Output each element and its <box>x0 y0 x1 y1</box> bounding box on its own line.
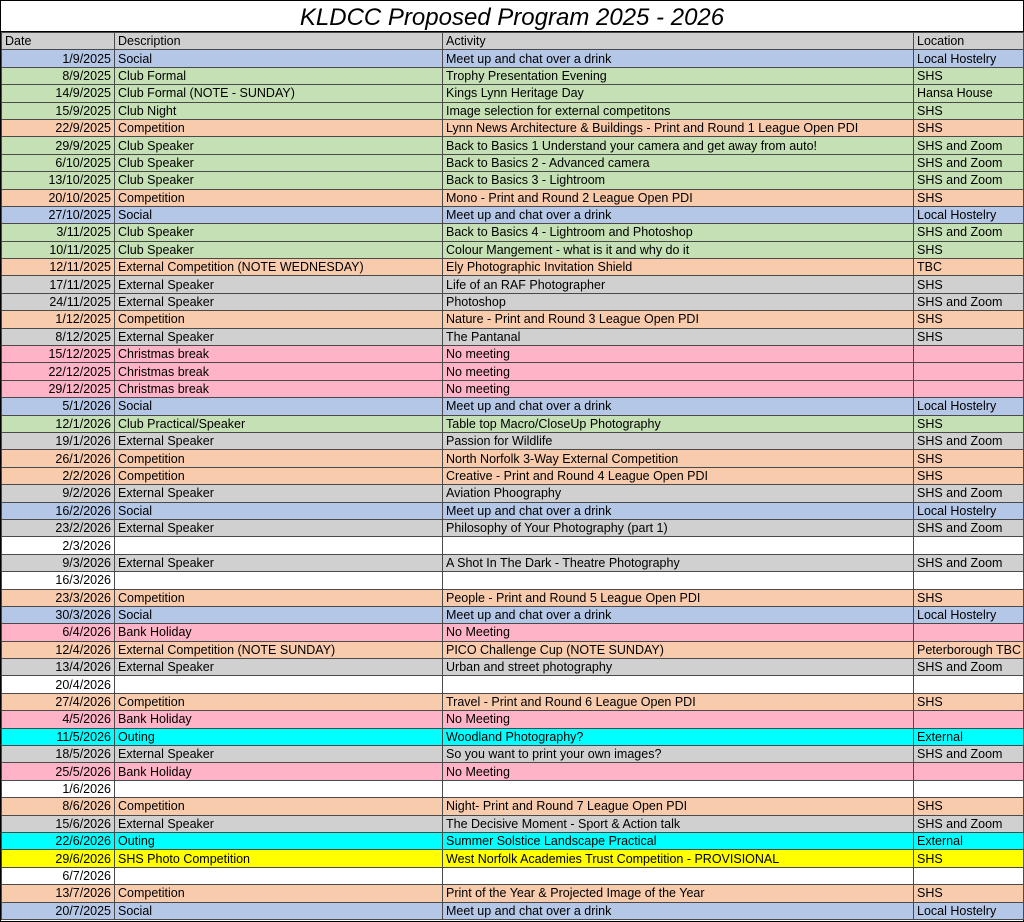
date-cell[interactable]: 6/7/2026 <box>2 867 115 884</box>
date-cell[interactable]: 20/10/2025 <box>2 189 115 206</box>
table-row <box>2 832 1024 849</box>
location-cell[interactable] <box>914 363 1024 380</box>
table-row <box>2 67 1024 84</box>
table-row <box>2 189 1024 206</box>
date-cell[interactable]: 23/2/2026 <box>2 519 115 536</box>
table-row <box>2 293 1024 310</box>
location-cell[interactable]: Local Hostelry <box>914 398 1024 415</box>
description-cell[interactable]: External Speaker <box>115 328 443 345</box>
date-cell[interactable]: 9/3/2026 <box>2 554 115 571</box>
activity-cell[interactable]: Philosophy of Your Photography (part 1) <box>443 519 914 536</box>
date-cell[interactable]: 11/5/2026 <box>2 728 115 745</box>
activity-cell[interactable]: Night- Print and Round 7 League Open PDI <box>443 798 914 815</box>
location-cell[interactable]: SHS <box>914 450 1024 467</box>
date-cell[interactable]: 1/12/2025 <box>2 311 115 328</box>
table-row <box>2 137 1024 154</box>
location-cell[interactable] <box>914 572 1024 589</box>
location-cell[interactable]: SHS <box>914 102 1024 119</box>
date-cell[interactable]: 1/9/2025 <box>2 50 115 67</box>
date-cell[interactable]: 29/12/2025 <box>2 380 115 397</box>
location-cell[interactable]: SHS and Zoom <box>914 137 1024 154</box>
location-cell[interactable]: Local Hostelry <box>914 206 1024 223</box>
table-row <box>2 606 1024 623</box>
location-cell[interactable]: SHS <box>914 798 1024 815</box>
description-cell[interactable]: External Speaker <box>115 746 443 763</box>
activity-cell[interactable]: So you want to print your own images? <box>443 746 914 763</box>
table-row <box>2 902 1024 919</box>
table-row <box>2 346 1024 363</box>
activity-cell[interactable]: Meet up and chat over a drink <box>443 606 914 623</box>
activity-cell[interactable]: No meeting <box>443 363 914 380</box>
location-cell[interactable]: SHS and Zoom <box>914 432 1024 449</box>
location-cell[interactable]: Hansa House <box>914 85 1024 102</box>
location-cell[interactable]: SHS and Zoom <box>914 554 1024 571</box>
description-cell[interactable]: Competition <box>115 189 443 206</box>
date-cell[interactable]: 20/7/2025 <box>2 902 115 919</box>
activity-cell[interactable]: The Decisive Moment - Sport & Action talk <box>443 815 914 832</box>
activity-cell[interactable]: Meet up and chat over a drink <box>443 50 914 67</box>
table-row <box>2 589 1024 606</box>
activity-cell[interactable] <box>443 572 914 589</box>
activity-cell[interactable]: No Meeting <box>443 711 914 728</box>
date-cell[interactable]: 13/10/2025 <box>2 172 115 189</box>
table-row <box>2 572 1024 589</box>
location-cell[interactable]: SHS <box>914 589 1024 606</box>
date-cell[interactable]: 22/6/2026 <box>2 832 115 849</box>
header-row <box>2 33 1024 50</box>
date-cell[interactable]: 29/9/2025 <box>2 137 115 154</box>
table-row <box>2 780 1024 797</box>
table-row <box>2 537 1024 554</box>
date-cell[interactable]: 13/4/2026 <box>2 659 115 676</box>
activity-cell[interactable]: West Norfolk Academies Trust Competition - PROVISIONAL <box>443 850 914 867</box>
description-cell[interactable]: Social <box>115 606 443 623</box>
description-cell[interactable]: SHS Photo Competition <box>115 850 443 867</box>
date-cell[interactable]: 6/10/2025 <box>2 154 115 171</box>
table-row <box>2 798 1024 815</box>
date-cell[interactable]: 8/9/2025 <box>2 67 115 84</box>
date-cell[interactable]: 27/4/2026 <box>2 693 115 710</box>
date-cell[interactable]: 3/11/2025 <box>2 224 115 241</box>
date-cell[interactable]: 15/12/2025 <box>2 346 115 363</box>
location-cell[interactable]: SHS and Zoom <box>914 815 1024 832</box>
activity-cell[interactable]: No Meeting <box>443 624 914 641</box>
activity-cell[interactable]: Trophy Presentation Evening <box>443 67 914 84</box>
location-cell[interactable]: SHS <box>914 850 1024 867</box>
location-cell[interactable]: SHS <box>914 119 1024 136</box>
activity-cell[interactable]: Meet up and chat over a drink <box>443 206 914 223</box>
description-cell[interactable] <box>115 572 443 589</box>
date-cell[interactable]: 2/2/2026 <box>2 467 115 484</box>
description-cell[interactable]: Outing <box>115 728 443 745</box>
activity-cell[interactable]: Back to Basics 3 - Lightroom <box>443 172 914 189</box>
date-cell[interactable]: 15/6/2026 <box>2 815 115 832</box>
description-cell[interactable]: External Speaker <box>115 293 443 310</box>
header-date[interactable]: Date <box>2 33 115 50</box>
table-row <box>2 711 1024 728</box>
table-row <box>2 885 1024 902</box>
description-cell[interactable]: Competition <box>115 589 443 606</box>
table-row <box>2 415 1024 432</box>
header-location[interactable]: Location <box>914 33 1024 50</box>
date-cell[interactable]: 8/12/2025 <box>2 328 115 345</box>
activity-cell[interactable]: Print of the Year & Projected Image of the Year <box>443 885 914 902</box>
activity-cell[interactable] <box>443 676 914 693</box>
activity-cell[interactable]: Photoshop <box>443 293 914 310</box>
date-cell[interactable]: 20/4/2026 <box>2 676 115 693</box>
location-cell[interactable]: Local Hostelry <box>914 902 1024 919</box>
table-row <box>2 380 1024 397</box>
table-row <box>2 276 1024 293</box>
location-cell[interactable]: SHS and Zoom <box>914 224 1024 241</box>
table-row <box>2 50 1024 67</box>
location-cell[interactable]: SHS <box>914 467 1024 484</box>
description-cell[interactable]: Club Formal <box>115 67 443 84</box>
description-cell[interactable]: External Speaker <box>115 519 443 536</box>
date-cell[interactable]: 12/1/2026 <box>2 415 115 432</box>
description-cell[interactable]: Competition <box>115 450 443 467</box>
table-row <box>2 206 1024 223</box>
date-cell[interactable]: 15/9/2025 <box>2 102 115 119</box>
date-cell[interactable]: 5/1/2026 <box>2 398 115 415</box>
date-cell[interactable]: 10/11/2025 <box>2 241 115 258</box>
activity-cell[interactable]: North Norfolk 3-Way External Competition <box>443 450 914 467</box>
date-cell[interactable]: 19/1/2026 <box>2 432 115 449</box>
table-row <box>2 502 1024 519</box>
location-cell[interactable]: SHS <box>914 276 1024 293</box>
activity-cell[interactable]: Lynn News Architecture & Buildings - Print and Round 1 League Open PDI <box>443 119 914 136</box>
program-table <box>1 32 1024 920</box>
description-cell[interactable]: Competition <box>115 885 443 902</box>
activity-cell[interactable]: Image selection for external competitons <box>443 102 914 119</box>
location-cell[interactable]: TBC <box>914 259 1024 276</box>
description-cell[interactable]: External Competition (NOTE WEDNESDAY) <box>115 259 443 276</box>
activity-cell[interactable]: Back to Basics 2 - Advanced camera <box>443 154 914 171</box>
location-cell[interactable]: SHS <box>914 189 1024 206</box>
activity-cell[interactable]: Back to Basics 4 - Lightroom and Photoshop <box>443 224 914 241</box>
table-row <box>2 554 1024 571</box>
description-cell[interactable]: Christmas break <box>115 363 443 380</box>
date-cell[interactable]: 24/11/2025 <box>2 293 115 310</box>
location-cell[interactable] <box>914 346 1024 363</box>
description-cell[interactable]: Bank Holiday <box>115 711 443 728</box>
table-row <box>2 763 1024 780</box>
location-cell[interactable] <box>914 763 1024 780</box>
activity-cell[interactable] <box>443 537 914 554</box>
activity-cell[interactable]: Back to Basics 1 Understand your camera and get away from auto! <box>443 137 914 154</box>
description-cell[interactable]: External Speaker <box>115 276 443 293</box>
location-cell[interactable] <box>914 380 1024 397</box>
location-cell[interactable] <box>914 780 1024 797</box>
table-row <box>2 746 1024 763</box>
activity-cell[interactable]: Woodland Photography? <box>443 728 914 745</box>
description-cell[interactable]: External Speaker <box>115 659 443 676</box>
description-cell[interactable]: External Speaker <box>115 554 443 571</box>
description-cell[interactable]: External Competition (NOTE SUNDAY) <box>115 641 443 658</box>
activity-cell[interactable]: Meet up and chat over a drink <box>443 398 914 415</box>
activity-cell[interactable]: Mono - Print and Round 2 League Open PDI <box>443 189 914 206</box>
description-cell[interactable]: Bank Holiday <box>115 624 443 641</box>
date-cell[interactable]: 12/11/2025 <box>2 259 115 276</box>
location-cell[interactable]: External <box>914 832 1024 849</box>
table-body <box>2 50 1024 920</box>
location-cell[interactable] <box>914 676 1024 693</box>
date-cell[interactable]: 9/2/2026 <box>2 485 115 502</box>
table-row <box>2 659 1024 676</box>
table-row <box>2 398 1024 415</box>
location-cell[interactable]: SHS <box>914 693 1024 710</box>
activity-cell[interactable] <box>443 867 914 884</box>
description-cell[interactable]: Competition <box>115 693 443 710</box>
description-cell[interactable]: External Speaker <box>115 432 443 449</box>
activity-cell[interactable]: Passion for Wildlife <box>443 432 914 449</box>
table-row <box>2 641 1024 658</box>
location-cell[interactable]: Local Hostelry <box>914 50 1024 67</box>
description-cell[interactable] <box>115 867 443 884</box>
description-cell[interactable]: Club Speaker <box>115 224 443 241</box>
activity-cell[interactable]: No Meeting <box>443 763 914 780</box>
location-cell[interactable]: SHS <box>914 415 1024 432</box>
date-cell[interactable]: 26/1/2026 <box>2 450 115 467</box>
date-cell[interactable]: 6/4/2026 <box>2 624 115 641</box>
location-cell[interactable]: Local Hostelry <box>914 502 1024 519</box>
description-cell[interactable] <box>115 676 443 693</box>
location-cell[interactable]: SHS <box>914 241 1024 258</box>
location-cell[interactable]: SHS and Zoom <box>914 519 1024 536</box>
table-row <box>2 241 1024 258</box>
date-cell[interactable]: 23/3/2026 <box>2 589 115 606</box>
activity-cell[interactable]: No meeting <box>443 380 914 397</box>
table-row <box>2 311 1024 328</box>
table-row <box>2 259 1024 276</box>
description-cell[interactable]: Competition <box>115 467 443 484</box>
location-cell[interactable]: SHS and Zoom <box>914 172 1024 189</box>
table-row <box>2 172 1024 189</box>
date-cell[interactable]: 13/7/2026 <box>2 885 115 902</box>
activity-cell[interactable]: Urban and street photography <box>443 659 914 676</box>
table-row <box>2 224 1024 241</box>
table-row <box>2 450 1024 467</box>
description-cell[interactable]: Competition <box>115 119 443 136</box>
description-cell[interactable]: Christmas break <box>115 346 443 363</box>
table-row <box>2 815 1024 832</box>
location-cell[interactable]: SHS and Zoom <box>914 485 1024 502</box>
description-cell[interactable]: Bank Holiday <box>115 763 443 780</box>
location-cell[interactable]: SHS <box>914 67 1024 84</box>
activity-cell[interactable]: A Shot In The Dark - Theatre Photography <box>443 554 914 571</box>
activity-cell[interactable]: Colour Mangement - what is it and why do it <box>443 241 914 258</box>
table-row <box>2 624 1024 641</box>
activity-cell[interactable]: Travel - Print and Round 6 League Open PDI <box>443 693 914 710</box>
table-row <box>2 102 1024 119</box>
description-cell[interactable]: Club Practical/Speaker <box>115 415 443 432</box>
date-cell[interactable]: 14/9/2025 <box>2 85 115 102</box>
activity-cell[interactable]: No meeting <box>443 346 914 363</box>
activity-cell[interactable]: Ely Photographic Invitation Shield <box>443 259 914 276</box>
activity-cell[interactable]: Table top Macro/CloseUp Photography <box>443 415 914 432</box>
date-cell[interactable]: 1/6/2026 <box>2 780 115 797</box>
date-cell[interactable]: 4/5/2026 <box>2 711 115 728</box>
date-cell[interactable]: 2/3/2026 <box>2 537 115 554</box>
description-cell[interactable]: Outing <box>115 832 443 849</box>
description-cell[interactable]: Social <box>115 50 443 67</box>
description-cell[interactable]: Club Speaker <box>115 137 443 154</box>
header-activity[interactable]: Activity <box>443 33 914 50</box>
activity-cell[interactable]: Life of an RAF Photographer <box>443 276 914 293</box>
date-cell[interactable]: 8/6/2026 <box>2 798 115 815</box>
description-cell[interactable]: Social <box>115 902 443 919</box>
table-row <box>2 154 1024 171</box>
table-row <box>2 693 1024 710</box>
activity-cell[interactable]: Nature - Print and Round 3 League Open PDI <box>443 311 914 328</box>
date-cell[interactable]: 22/9/2025 <box>2 119 115 136</box>
activity-cell[interactable]: PICO Challenge Cup (NOTE SUNDAY) <box>443 641 914 658</box>
description-cell[interactable]: Club Night <box>115 102 443 119</box>
date-cell[interactable]: 29/6/2026 <box>2 850 115 867</box>
location-cell[interactable]: SHS <box>914 885 1024 902</box>
activity-cell[interactable]: People - Print and Round 5 League Open PDI <box>443 589 914 606</box>
location-cell[interactable]: SHS <box>914 328 1024 345</box>
description-cell[interactable]: Social <box>115 398 443 415</box>
date-cell[interactable]: 16/3/2026 <box>2 572 115 589</box>
description-cell[interactable]: Competition <box>115 311 443 328</box>
date-cell[interactable]: 25/5/2026 <box>2 763 115 780</box>
table-row <box>2 85 1024 102</box>
description-cell[interactable]: Social <box>115 502 443 519</box>
table-row <box>2 867 1024 884</box>
description-cell[interactable]: Christmas break <box>115 380 443 397</box>
date-cell[interactable]: 22/12/2025 <box>2 363 115 380</box>
header-description[interactable]: Description <box>115 33 443 50</box>
table-row <box>2 728 1024 745</box>
description-cell[interactable] <box>115 780 443 797</box>
location-cell[interactable]: Peterborough TBC <box>914 641 1024 658</box>
table-row <box>2 432 1024 449</box>
description-cell[interactable]: External Speaker <box>115 815 443 832</box>
date-cell[interactable]: 30/3/2026 <box>2 606 115 623</box>
activity-cell[interactable]: Kings Lynn Heritage Day <box>443 85 914 102</box>
location-cell[interactable]: SHS and Zoom <box>914 293 1024 310</box>
activity-cell[interactable]: Creative - Print and Round 4 League Open PDI <box>443 467 914 484</box>
location-cell[interactable]: Local Hostelry <box>914 606 1024 623</box>
description-cell[interactable]: External Speaker <box>115 485 443 502</box>
date-cell[interactable]: 17/11/2025 <box>2 276 115 293</box>
date-cell[interactable]: 16/2/2026 <box>2 502 115 519</box>
location-cell[interactable]: SHS and Zoom <box>914 659 1024 676</box>
table-row <box>2 328 1024 345</box>
description-cell[interactable]: Social <box>115 206 443 223</box>
location-cell[interactable]: SHS <box>914 311 1024 328</box>
activity-cell[interactable]: Summer Solstice Landscape Practical <box>443 832 914 849</box>
location-cell[interactable] <box>914 867 1024 884</box>
activity-cell[interactable] <box>443 780 914 797</box>
activity-cell[interactable]: Aviation Phoography <box>443 485 914 502</box>
location-cell[interactable]: SHS and Zoom <box>914 154 1024 171</box>
table-row <box>2 467 1024 484</box>
table-row <box>2 119 1024 136</box>
location-cell[interactable] <box>914 537 1024 554</box>
table-row <box>2 850 1024 867</box>
table-row <box>2 485 1024 502</box>
activity-cell[interactable]: The Pantanal <box>443 328 914 345</box>
page-title: KLDCC Proposed Program 2025 - 2026 <box>1 1 1023 32</box>
table-row <box>2 519 1024 536</box>
date-cell[interactable]: 18/5/2026 <box>2 746 115 763</box>
description-cell[interactable]: Club Speaker <box>115 154 443 171</box>
activity-cell[interactable]: Meet up and chat over a drink <box>443 902 914 919</box>
location-cell[interactable] <box>914 711 1024 728</box>
activity-cell[interactable]: Meet up and chat over a drink <box>443 502 914 519</box>
description-cell[interactable]: Competition <box>115 798 443 815</box>
description-cell[interactable]: Club Speaker <box>115 241 443 258</box>
location-cell[interactable] <box>914 624 1024 641</box>
description-cell[interactable]: Club Speaker <box>115 172 443 189</box>
location-cell[interactable]: SHS and Zoom <box>914 746 1024 763</box>
date-cell[interactable]: 27/10/2025 <box>2 206 115 223</box>
table-row <box>2 676 1024 693</box>
table-row <box>2 363 1024 380</box>
location-cell[interactable]: External <box>914 728 1024 745</box>
date-cell[interactable]: 12/4/2026 <box>2 641 115 658</box>
description-cell[interactable]: Club Formal (NOTE - SUNDAY) <box>115 85 443 102</box>
description-cell[interactable] <box>115 537 443 554</box>
